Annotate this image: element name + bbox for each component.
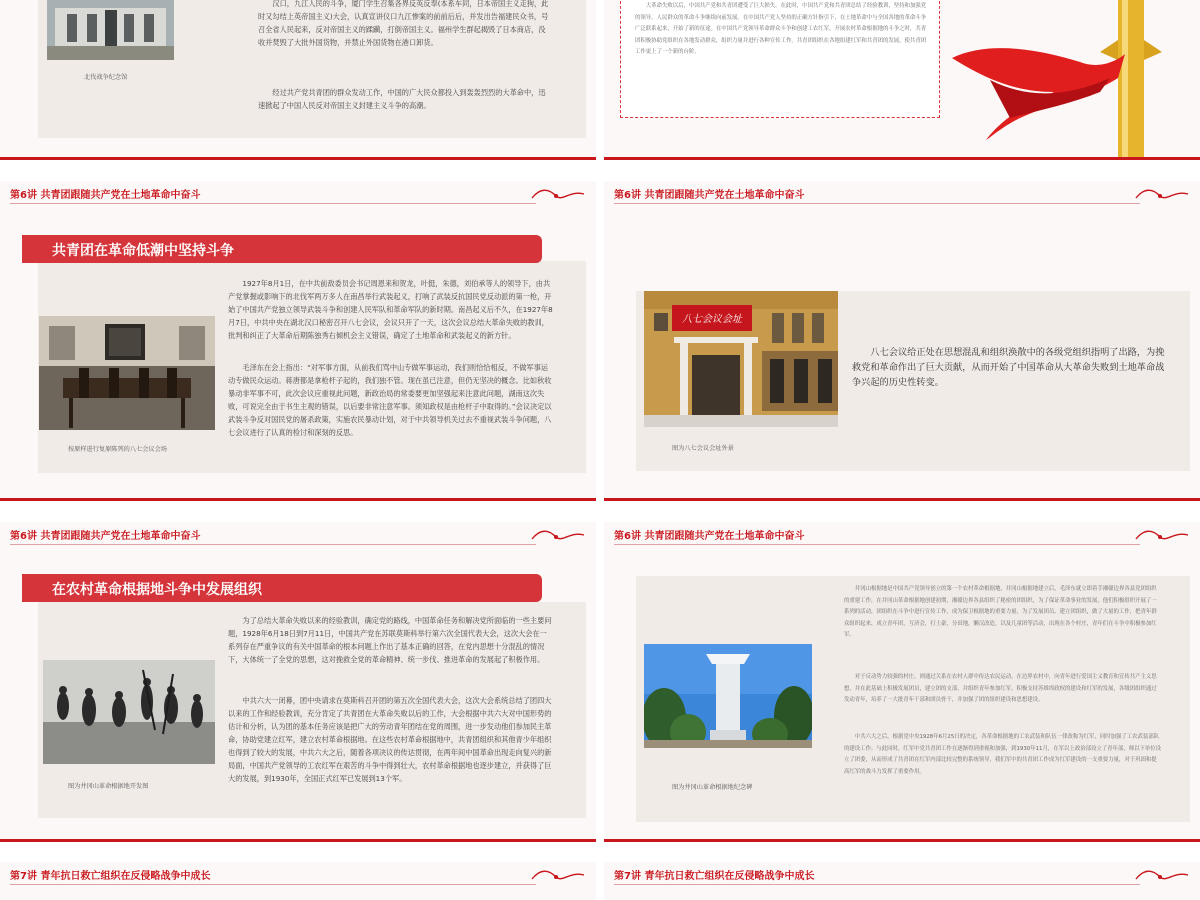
memorial-photo xyxy=(47,0,174,60)
meeting-site-photo xyxy=(644,291,838,427)
section-title-ribbon: 共青团在革命低潮中坚持斗争 xyxy=(22,235,542,263)
slide-top-right[interactable] xyxy=(604,0,1200,160)
paragraph-1: 为了总结大革命失败以来的经验教训，确定党的路线，中国革命任务和解决党所面临的一些主要问题，1928年6月18日到7月11日，中国共产党在苏联莫斯科举行第六次全国代表大会，这次大会在一系列存在严重争议的有关中国革命的根本问题上作出了基本正确的回答，在党内思想十分混乱的情况下，大体统一了全党的思想，这对挽救全党的革命精神、统一步伐、推进革命的发展起了积极作用。 xyxy=(228,616,552,664)
slide-header-title: 第6讲 共青团跟随共产党在土地革命中奋斗 xyxy=(10,190,201,201)
slide-lecture7-a[interactable] xyxy=(0,862,596,900)
slide-lecture6-a[interactable] xyxy=(0,181,596,501)
header-divider xyxy=(10,884,536,885)
slide-lecture6-b[interactable] xyxy=(604,181,1200,501)
paragraph-1: 汉口，九江人民的斗争，厦门学生召集各界反英反奉(本系车同，日本帝国主义走狗，此时又勾结上英帝国主义)大会，认真宣讲仪口九江惨案的前前后后，并发出告福建民众书，号召全省人民起来，反对帝国主义的蹂躏，打倒帝国主义。福州学生群起揭毁了日本商店，没收并焚毁了大批外国货物，并禁止外国货物在港口卸货。 xyxy=(258,0,549,47)
body-text-2 xyxy=(228,361,554,469)
slide-bottom-bar xyxy=(0,498,596,501)
slide-bottom-bar xyxy=(604,498,1200,501)
photo-caption: 图为八七会议会址外景 xyxy=(672,445,734,452)
body-text-3: 中共六大之后，根据党中央1928年6月25日的决定，各革命根据地的工农武装和队伍一律改称为红军，同时加强了工农武装部队的建设工作。与此同时，红军中党共青团工作在逐渐得到重视和加强，到1930年11月，在军以上政治部设立了青年部，师以下单位设立了团委，从而形成了共青团在红军内部比较完整的系统领导，我们军中的共青团工作成为红军建设的一支重要力量，对于巩固和提高红军的战斗力发挥了重要作用。 xyxy=(844,734,1162,775)
slide-bottom-bar xyxy=(0,839,596,842)
monument-photo xyxy=(644,644,812,748)
slide-bottom-bar xyxy=(604,839,1200,842)
body-text xyxy=(228,277,554,357)
body-text xyxy=(228,614,554,692)
photo-caption: 北伐战争纪念馆 xyxy=(84,74,128,81)
header-ornament-icon xyxy=(1134,525,1190,545)
slide-header-title: 第6讲 共青团跟随共产党在土地革命中奋斗 xyxy=(10,531,201,542)
header-divider xyxy=(614,884,1140,885)
historic-photo xyxy=(43,660,215,764)
header-divider xyxy=(614,203,1140,204)
paragraph-2: 毛泽东在会上指出：“对军事方面，从前我们骂中山专做军事运动，我们则恰恰相反，不做军事运动专做民众运动。蒋唐都是拿枪杆子起的，我们独不管。现在虽已注意，但仍无坚决的概念。比如秋收暴动非军事不可，此次会议应重视此问题，新政治局的常委要更加坚强起来注意此问题，湖南这次失败，可说完全由于书生主观的错误，以后要非常注意军事。须知政权是由枪杆子中取得的。”会议决定以武装斗争反对国民党的屠杀政策，实施农民暴动计划，对于中共领导机关过去不重视武装斗争问题，八七会议进行了认真的检讨和深刻的反思。 xyxy=(228,363,552,437)
slide-lecture7-b[interactable] xyxy=(604,862,1200,900)
slide-bottom-bar xyxy=(604,157,1200,160)
paragraph-1: 1927年8月1日，在中共前敌委员会书记周恩来和贺龙，叶挺，朱德，刘伯承等人的领导下，由共产党掌握或影响下的北伐军两万多人在南昌举行武装起义，打响了武装反抗国民党反动派的第一枪，开始了中国共产党独立领导武装斗争和创建人民军队和革命军队的新时期。南昌起义后不久，在1927年8月7日，中共中央在湖北汉口秘密召开八七会议，会议只开了一天，这次会议总结大革命失败的教训，批判和纠正了大革命后期陈独秀右倾机会主义错误，确定了土地革命和武装起义的新方针。 xyxy=(228,279,553,340)
header-ornament-icon xyxy=(1134,865,1190,885)
slide-header-title: 第7讲 青年抗日救亡组织在反侵略战争中成长 xyxy=(614,871,815,882)
slide-header-title: 第7讲 青年抗日救亡组织在反侵略战争中成长 xyxy=(10,871,211,882)
dashed-text-box xyxy=(620,0,940,118)
header-ornament-icon xyxy=(530,865,586,885)
flag-pillar-illustration xyxy=(950,0,1200,160)
slide-lecture6-c[interactable] xyxy=(0,522,596,842)
body-text-2 xyxy=(228,694,554,816)
meeting-room-photo xyxy=(39,316,215,430)
body-text: 八七会议给正处在思想混乱和组织涣散中的各级党组织指明了出路，为挽救党和革命作出了巨大贡献，从而开始了中国革命从大革命失败到土地革命战争兴起的历史性转变。 xyxy=(852,347,1165,388)
header-divider xyxy=(10,203,536,204)
header-divider xyxy=(614,544,1140,545)
photo-caption: 按原样进行复原陈列的八七会议会场 xyxy=(68,446,167,453)
box-text: 大革命失败以后，中国共产党和共青团遭受了巨大损失。在此时，中国共产党和共青团总结了经验教训，坚持和加强党的领导，人民群众的革命斗争继续向前发展。在中国共产党人坚持的正确方针指引下，在土地革命中与全国各地的革命斗争广泛联系起来，开始了新的征途。在中国共产党领导革命群众斗争和创建工农红军，开展农村革命根据地的斗争之时，共青团积极协助党组织在各地发动群众，组织力量并进行各种宣传工作。共青团组织在各地组建红军和共青团的发展，使共青团工作更上了一个新的台阶。 xyxy=(635,3,927,55)
slide-lecture6-d[interactable] xyxy=(604,522,1200,842)
header-ornament-icon xyxy=(530,184,586,204)
site-sign-text: 八七会议会址 xyxy=(682,314,742,325)
header-ornament-icon xyxy=(530,525,586,545)
body-text-2 xyxy=(258,86,550,126)
body-text-2: 对于反动势力较强的村庄，则通过关系在农村人群中传达农民运动，在边界农村中，向青年进行爱国主义教育和宣传共产主义思想，并在此基础上积极发展团员，建立团的支部，并组织青年参加红军，积极支持苏维埃政权的建设和红军的发展，各级团组织通过发动青年，培养了一大批青年干部和团员骨干，并加强了团的组织建设和思想建设。 xyxy=(844,674,1157,703)
paragraph-2: 经过共产党共青团的群众发动工作，中国的广大民众都投入到轰轰烈烈的大革命中，迅速掀起了中国人民反对帝国主义封建主义斗争的高潮。 xyxy=(258,88,546,110)
photo-caption: 图为井冈山革命根据地纪念碑 xyxy=(672,784,753,791)
slide-bottom-bar xyxy=(0,157,596,160)
paragraph-2: 中共六大一闭幕，团中央请求在莫斯科召开团的第五次全国代表大会，这次大会系统总结了团四大以来的工作和经验教训，充分肯定了共青团在大革命失败以后的工作，大会根据中共六大对中国形势的估计和分析，认为团的基本任务应该是把广大的劳动青年团结在党的周围，进一步发动他们参加民主革命，协助党建立红军，建立农村革命根据地。在这些农村革命根据地中，共青团组织和其他青少年组织也得到了较大的发展，中共六大之后，随着各项决议的传达贯彻，在两年间中国革命出现走向复兴的新局面，中国共产党领导的工农红军在艰苦的斗争中得到壮大，农村革命根据地也逐步建立，并获得了巨大的发展，到1930年，全国正式红军已发展到13个军。 xyxy=(228,696,552,783)
header-ornament-icon xyxy=(1134,184,1190,204)
slide-header-title: 第6讲 共青团跟随共产党在土地革命中奋斗 xyxy=(614,531,805,542)
slide-header-title: 第6讲 共青团跟随共产党在土地革命中奋斗 xyxy=(614,190,805,201)
body-text xyxy=(258,0,550,69)
slide-top-left[interactable] xyxy=(0,0,596,160)
header-divider xyxy=(10,544,536,545)
body-text: 井冈山根据地是中国共产党领导创立的第一个农村革命根据地，井冈山根据地建立后，毛泽东就立即着手湘赣边界各县党团组织的重建工作，在井冈山革命根据地创建初期，湘赣边界各县组织了秘密的团组织，为了保证革命事业的发展，他们积极组织开展了一系列的活动，团组织在斗争中进行宣传工作，成为保卫根据地的重要力量，为了发展团员、建立团组织，做了大量的工作，把青年群众组织起来，成立青年团，互济会，打土豪，分田地，懒汉改造，以及儿童团等活动，出现在各个村庄，青年们在斗争中积极参加红军。 xyxy=(844,586,1157,638)
section-title-ribbon: 在农村革命根据地斗争中发展组织 xyxy=(22,574,542,602)
photo-caption: 图为井冈山革命根据地开发图 xyxy=(68,783,149,790)
